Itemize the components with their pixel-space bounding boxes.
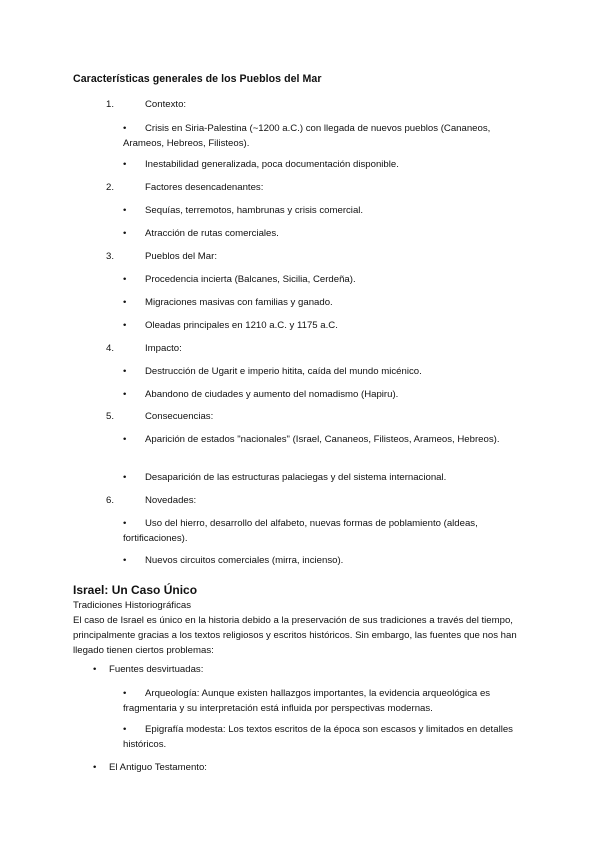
list-item: [123, 318, 533, 333]
list-item-text: Procedencia incierta (Balcanes, Sicilia, Cerdeña).: [145, 274, 356, 285]
section-label: Pueblos del Mar:: [145, 251, 217, 262]
section-number: 5.: [106, 411, 115, 422]
list-item: [123, 516, 533, 546]
list-item-text: Crisis en Siria-Palestina (~1200 a.C.) con llegada de nuevos pueblos (Cananeos, Arameos, Hebreos, Filisteos).: [123, 123, 491, 149]
bullet-icon: •: [123, 389, 127, 400]
list-item-text: Migraciones masivas con familias y ganado.: [145, 297, 333, 308]
bullet-icon: •: [123, 274, 127, 285]
list-item-text: Inestabilidad generalizada, poca documentación disponible.: [145, 159, 399, 170]
list-item-text: Aparición de estados "nacionales" (Israel, Cananeos, Filisteos, Arameos, Hebreos).: [145, 434, 500, 445]
israel-paragraph: El caso de Israel es único en la historia debido a la preservación de sus tradiciones a través del tiempo, principalmente gracias a los textos religiosos y escritos históricos. Sin embargo, las fuentes que nos han llegado tienen ciertos problemas:: [73, 615, 517, 656]
list-item-text: Atracción de rutas comerciales.: [145, 228, 279, 239]
section-number: 1.: [106, 99, 115, 110]
list-item: [123, 157, 533, 172]
section-label: Factores desencadenantes:: [145, 182, 264, 193]
list-item-text: Fuentes desvirtuadas:: [109, 664, 204, 675]
list-item-text: Destrucción de Ugarit e imperio hitita, caída del mundo micénico.: [145, 366, 422, 377]
bullet-icon: •: [93, 664, 97, 675]
bullet-icon: •: [123, 159, 127, 170]
list-item-text: Uso del hierro, desarrollo del alfabeto, nuevas formas de poblamiento (aldeas, fortificaciones).: [123, 518, 478, 544]
list-item: [123, 295, 533, 310]
bullet-icon: •: [123, 366, 127, 377]
section-label: Impacto:: [145, 343, 182, 354]
list-item: [123, 387, 533, 402]
list-item: [123, 686, 533, 716]
page-title: Características generales de los Pueblos del Mar: [73, 73, 322, 85]
list-item-text: Nuevos circuitos comerciales (mirra, incienso).: [145, 555, 344, 566]
bullet-icon: •: [123, 123, 127, 134]
list-item-text: Sequías, terremotos, hambrunas y crisis comercial.: [145, 205, 364, 216]
bullet-icon: •: [123, 205, 127, 216]
list-item-text: Abandono de ciudades y aumento del nomadismo (Hapiru).: [145, 389, 399, 400]
list-item: [93, 662, 203, 677]
section-number: 6.: [106, 495, 115, 506]
list-item-text: Desaparición de las estructuras palaciegas y del sistema internacional.: [145, 472, 447, 483]
bullet-icon: •: [123, 297, 127, 308]
bullet-icon: •: [123, 555, 127, 566]
list-item-text: Arqueología: Aunque existen hallazgos importantes, la evidencia arqueológica es fragmentaria y su interpretación está influida por perspectivas modernas.: [123, 688, 491, 714]
bullet-icon: •: [123, 724, 127, 735]
list-item: [123, 203, 533, 218]
section-label: Consecuencias:: [145, 411, 214, 422]
section-number: 4.: [106, 343, 115, 354]
list-item: [123, 272, 533, 287]
list-item-text: El Antiguo Testamento:: [109, 762, 207, 773]
list-item: [123, 470, 533, 485]
section-label: Contexto:: [145, 99, 187, 110]
list-item-text: Oleadas principales en 1210 a.C. y 1175 a.C.: [145, 320, 338, 331]
bullet-icon: •: [123, 434, 127, 445]
bullet-icon: •: [123, 518, 127, 529]
section-label: Novedades:: [145, 495, 197, 506]
list-item: [123, 432, 533, 447]
israel-title: Israel: Un Caso Único: [73, 583, 198, 597]
list-item: [93, 760, 207, 775]
list-item: [123, 226, 533, 241]
bullet-icon: •: [123, 472, 127, 483]
israel-subtitle: Tradiciones Historiográficas: [73, 600, 192, 611]
bullet-icon: •: [93, 762, 97, 773]
list-item: [123, 553, 533, 568]
list-item: [123, 722, 533, 752]
list-item: [123, 121, 533, 151]
list-item-text: Epigrafía modesta: Los textos escritos de la época son escasos y limitados en detalles históricos.: [123, 724, 513, 750]
bullet-icon: •: [123, 320, 127, 331]
section-number: 2.: [106, 182, 115, 193]
bullet-icon: •: [123, 688, 127, 699]
bullet-icon: •: [123, 228, 127, 239]
list-item: [123, 364, 533, 379]
section-number: 3.: [106, 251, 115, 262]
